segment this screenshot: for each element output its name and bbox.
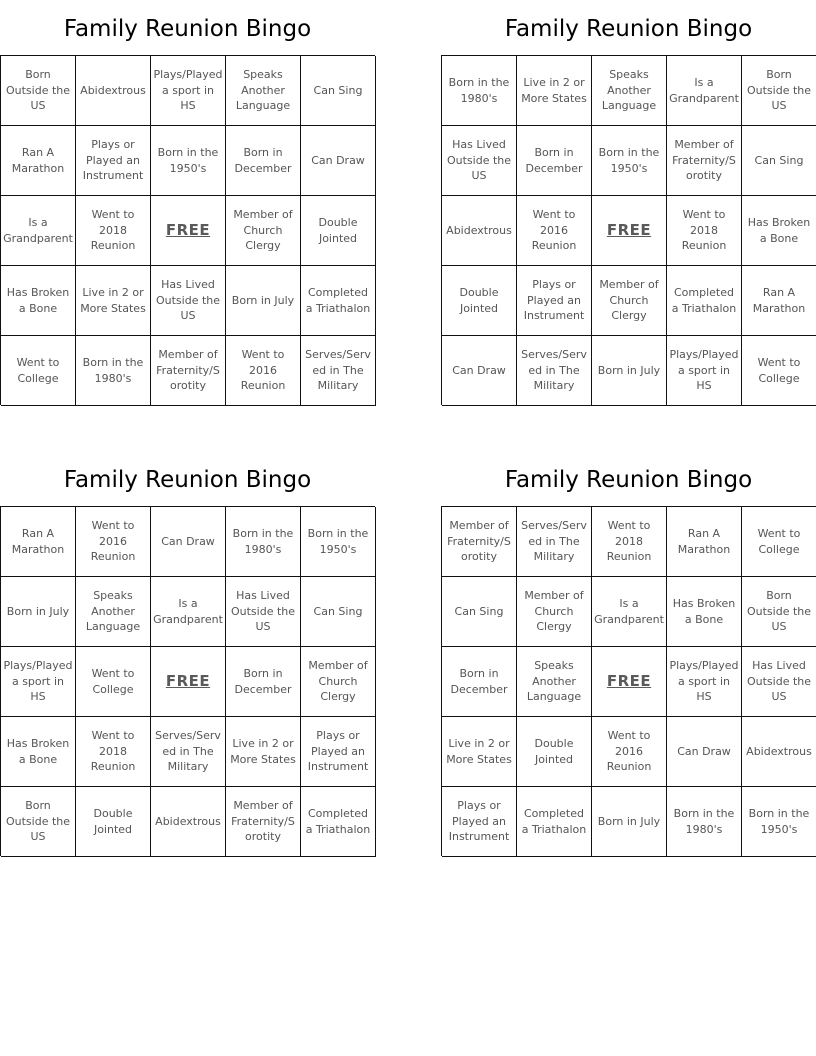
bingo-cell: Double Jointed: [442, 266, 517, 336]
bingo-cell: Went to 2018 Reunion: [76, 717, 151, 787]
bingo-cell: Went to 2016 Reunion: [517, 196, 592, 266]
bingo-cell: Double Jointed: [301, 196, 376, 266]
bingo-card-4: [441, 463, 816, 856]
bingo-cell: Plays or Played an Instrument: [517, 266, 592, 336]
bingo-cell: Member of Church Clergy: [301, 647, 376, 717]
bingo-cell: Went to 2016 Reunion: [592, 717, 667, 787]
bingo-cell: Went to College: [742, 507, 816, 577]
bingo-cell: Has Broken a Bone: [667, 577, 742, 647]
bingo-grid: [0, 55, 375, 405]
bingo-cell: Born in December: [442, 647, 517, 717]
bingo-cell: Is a Grandparent: [592, 577, 667, 647]
bingo-cell: Born in the 1950's: [742, 787, 816, 857]
bingo-cell: Went to 2018 Reunion: [592, 507, 667, 577]
bingo-cell: Plays or Played an Instrument: [76, 126, 151, 196]
bingo-cell: Born in July: [592, 787, 667, 857]
bingo-cell: Born in the 1950's: [592, 126, 667, 196]
bingo-cell: Has Lived Outside the US: [442, 126, 517, 196]
bingo-cell: Born in December: [517, 126, 592, 196]
bingo-cell: Can Sing: [301, 577, 376, 647]
bingo-cell: Born in the 1980's: [226, 507, 301, 577]
bingo-cell: Born in the 1980's: [76, 336, 151, 406]
bingo-cell: Ran A Marathon: [1, 126, 76, 196]
bingo-cell: Plays/Played a sport in HS: [1, 647, 76, 717]
bingo-cell: Abidextrous: [76, 56, 151, 126]
bingo-cell: Is a Grandparent: [151, 577, 226, 647]
bingo-cell: Live in 2 or More States: [226, 717, 301, 787]
bingo-cell: Went to College: [1, 336, 76, 406]
free-space-cell: FREE: [592, 196, 667, 266]
bingo-cell: Speaks Another Language: [517, 647, 592, 717]
bingo-cell: Can Draw: [442, 336, 517, 406]
bingo-cell: Went to College: [76, 647, 151, 717]
bingo-cell: Speaks Another Language: [76, 577, 151, 647]
bingo-cell: Member of Fraternity/Sorotity: [226, 787, 301, 857]
bingo-card-1: [0, 12, 375, 405]
bingo-cell: Abidextrous: [742, 717, 816, 787]
bingo-cell: Can Sing: [742, 126, 816, 196]
free-space-cell: FREE: [592, 647, 667, 717]
bingo-cell: Member of Fraternity/Sorotity: [151, 336, 226, 406]
bingo-cell: Went to 2018 Reunion: [667, 196, 742, 266]
bingo-cell: Went to 2016 Reunion: [226, 336, 301, 406]
bingo-cell: Went to College: [742, 336, 816, 406]
bingo-cell: Member of Church Clergy: [226, 196, 301, 266]
bingo-cell: Has Lived Outside the US: [226, 577, 301, 647]
bingo-cell: Is a Grandparent: [667, 56, 742, 126]
bingo-cell: Member of Fraternity/Sorotity: [667, 126, 742, 196]
bingo-cell: Born Outside the US: [742, 56, 816, 126]
bingo-cell: Born Outside the US: [1, 787, 76, 857]
bingo-cell: Born in the 1950's: [151, 126, 226, 196]
bingo-cell: Member of Church Clergy: [517, 577, 592, 647]
bingo-cell: Born Outside the US: [742, 577, 816, 647]
bingo-cell: Plays/Played a sport in HS: [151, 56, 226, 126]
bingo-cell: Has Broken a Bone: [1, 717, 76, 787]
bingo-cell: Plays/Played a sport in HS: [667, 336, 742, 406]
bingo-cell: Plays or Played an Instrument: [442, 787, 517, 857]
bingo-cell: Has Broken a Bone: [1, 266, 76, 336]
bingo-cell: Born in July: [226, 266, 301, 336]
bingo-cell: Is a Grandparent: [1, 196, 76, 266]
bingo-grid: [0, 506, 375, 856]
bingo-cell: Live in 2 or More States: [76, 266, 151, 336]
free-space-cell: FREE: [151, 196, 226, 266]
bingo-cell: Born in the 1950's: [301, 507, 376, 577]
bingo-cell: Born in July: [1, 577, 76, 647]
bingo-cell: Completed a Triathalon: [301, 266, 376, 336]
bingo-card-3: [0, 463, 375, 856]
bingo-cell: Ran A Marathon: [667, 507, 742, 577]
bingo-card-2: [441, 12, 816, 405]
bingo-cell: Can Draw: [667, 717, 742, 787]
bingo-grid: [441, 506, 816, 856]
bingo-cell: Has Lived Outside the US: [151, 266, 226, 336]
bingo-cell: Ran A Marathon: [1, 507, 76, 577]
bingo-cell: Speaks Another Language: [226, 56, 301, 126]
bingo-cell: Member of Fraternity/Sorotity: [442, 507, 517, 577]
bingo-cell: Abidextrous: [151, 787, 226, 857]
card-title: Family Reunion Bingo: [63, 467, 312, 493]
bingo-cell: Went to 2018 Reunion: [76, 196, 151, 266]
bingo-cell: Speaks Another Language: [592, 56, 667, 126]
bingo-cell: Serves/Served in The Military: [301, 336, 376, 406]
bingo-cell: Born in December: [226, 126, 301, 196]
bingo-grid: [441, 55, 816, 405]
bingo-cell: Born in the 1980's: [667, 787, 742, 857]
bingo-cell: Can Sing: [442, 577, 517, 647]
bingo-cell: Can Draw: [301, 126, 376, 196]
bingo-cell: Live in 2 or More States: [517, 56, 592, 126]
bingo-cell: Born in the 1980's: [442, 56, 517, 126]
bingo-cell: Plays/Played a sport in HS: [667, 647, 742, 717]
bingo-cell: Serves/Served in The Military: [517, 507, 592, 577]
bingo-cell: Double Jointed: [76, 787, 151, 857]
card-title: Family Reunion Bingo: [504, 16, 753, 42]
bingo-cell: Serves/Served in The Military: [151, 717, 226, 787]
free-space-cell: FREE: [151, 647, 226, 717]
bingo-cell: Went to 2016 Reunion: [76, 507, 151, 577]
card-title: Family Reunion Bingo: [63, 16, 312, 42]
bingo-cell: Can Sing: [301, 56, 376, 126]
bingo-cell: Born in July: [592, 336, 667, 406]
bingo-cell: Has Lived Outside the US: [742, 647, 816, 717]
bingo-cell: Has Broken a Bone: [742, 196, 816, 266]
bingo-cell: Serves/Served in The Military: [517, 336, 592, 406]
card-title: Family Reunion Bingo: [504, 467, 753, 493]
bingo-cell: Can Draw: [151, 507, 226, 577]
bingo-cell: Abidextrous: [442, 196, 517, 266]
bingo-cell: Completed a Triathalon: [301, 787, 376, 857]
bingo-cell: Live in 2 or More States: [442, 717, 517, 787]
bingo-cell: Ran A Marathon: [742, 266, 816, 336]
bingo-cell: Double Jointed: [517, 717, 592, 787]
bingo-cell: Born Outside the US: [1, 56, 76, 126]
bingo-cell: Born in December: [226, 647, 301, 717]
bingo-cell: Completed a Triathalon: [667, 266, 742, 336]
bingo-cell: Member of Church Clergy: [592, 266, 667, 336]
bingo-cell: Plays or Played an Instrument: [301, 717, 376, 787]
bingo-cell: Completed a Triathalon: [517, 787, 592, 857]
